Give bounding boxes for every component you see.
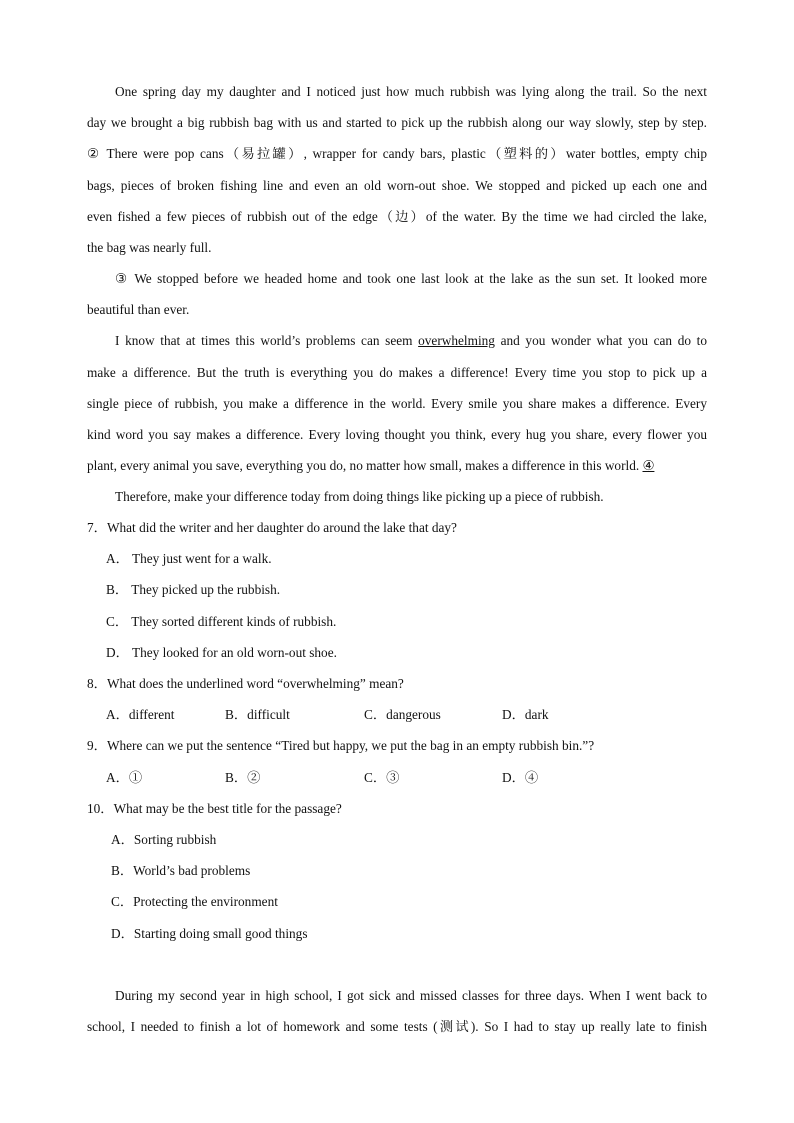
passage-line: One spring day my daughter and I noticed just how much rubbish was lying along the trail. So the next: [115, 84, 707, 99]
answer-option: B．World’s bad problems: [111, 863, 251, 878]
passage-line: make a difference. But the truth is everything you do makes a difference! Every time you stop to pick up a: [87, 365, 707, 380]
answer-option: A．different: [106, 707, 175, 722]
answer-option: B．②: [225, 770, 261, 785]
passage-line-with-underline: [115, 331, 707, 351]
answer-option: C．③: [364, 770, 400, 785]
underlined-word: overwhelming: [418, 333, 495, 348]
passage-line: During my second year in high school, I got sick and missed classes for three days. When I went back to: [115, 988, 707, 1003]
passage-line: [87, 456, 707, 476]
passage-line: day we brought a big rubbish bag with us and started to pick up the rubbish along our way slowly, step by step.: [87, 115, 707, 130]
answer-option: D． They looked for an old worn-out shoe.: [106, 645, 337, 660]
question-stem: 8．What does the underlined word “overwhelming” mean?: [87, 676, 404, 691]
answer-option: A． They just went for a walk.: [106, 551, 272, 566]
passage-line: kind word you say makes a difference. Every loving thought you think, every hug you share, every flower you: [87, 427, 707, 442]
passage-line: ② There were pop cans（易拉罐）, wrapper for candy bars, plastic（塑料的）water bottles, empty chip: [87, 146, 707, 161]
passage-line: Therefore, make your difference today from doing things like picking up a piece of rubbish.: [115, 489, 604, 504]
question-stem: 9．Where can we put the sentence “Tired but happy, we put the bag in an empty rubbish bin.”?: [87, 738, 595, 753]
question-stem: 10．What may be the best title for the passage?: [87, 801, 342, 816]
blank-marker: ④: [642, 458, 655, 473]
passage-text: and you wonder what you can do to: [494, 333, 707, 348]
answer-option: C．Protecting the environment: [111, 894, 278, 909]
answer-option: D．Starting doing small good things: [111, 926, 308, 941]
answer-option: C． They sorted different kinds of rubbish.: [106, 614, 337, 629]
passage-line: bags, pieces of broken fishing line and even an old worn-out shoe. We stopped and picked up each one and: [87, 178, 707, 193]
passage-line: even fished a few pieces of rubbish out of the edge（边）of the water. By the time we had circled the lake,: [87, 209, 707, 224]
passage-text: plant, every animal you save, everything you do, no matter how small, makes a difference in this world.: [87, 458, 643, 473]
answer-option: B． They picked up the rubbish.: [106, 582, 281, 597]
answer-option: B．difficult: [225, 707, 290, 722]
passage-line: ③ We stopped before we headed home and took one last look at the lake as the sun set. It looked more: [115, 271, 707, 286]
passage-text: I know that at times this world’s problems can seem: [115, 333, 419, 348]
answer-option: C．dangerous: [364, 707, 441, 722]
passage-line: single piece of rubbish, you make a difference in the world. Every smile you share makes a difference. Every: [87, 396, 707, 411]
passage-line: beautiful than ever.: [87, 302, 190, 317]
passage-line: school, I needed to finish a lot of homework and some tests (测试). So I had to stay up really late to finish: [87, 1019, 707, 1034]
answer-option: D．④: [502, 770, 539, 785]
question-stem: 7．What did the writer and her daughter do around the lake that day?: [87, 520, 457, 535]
answer-option: A．①: [106, 770, 143, 785]
answer-option: D．dark: [502, 707, 549, 722]
passage-line: the bag was nearly full.: [87, 240, 212, 255]
answer-option: A．Sorting rubbish: [111, 832, 217, 847]
